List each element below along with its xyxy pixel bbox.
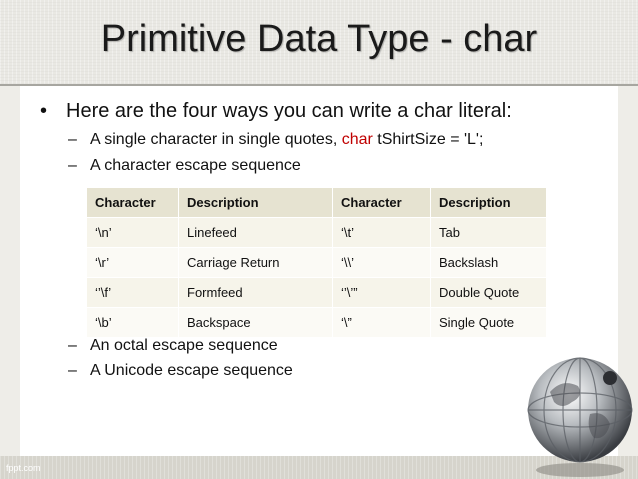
- table-cell: Double Quote: [431, 278, 547, 308]
- table-header: Description: [431, 188, 547, 218]
- table-cell: ‘\r’: [87, 248, 179, 278]
- table-cell: ‘’\’”: [333, 278, 431, 308]
- table-header: Description: [179, 188, 333, 218]
- dash-icon: –: [68, 131, 77, 148]
- sub-item-octal: [68, 337, 278, 355]
- sub-item-suffix: tShirtSize = 'L';: [372, 131, 484, 148]
- globe-icon: [520, 352, 638, 479]
- main-bullet: [40, 100, 512, 123]
- dash-icon: –: [68, 362, 77, 379]
- table-cell: ‘\”: [333, 308, 431, 338]
- table-cell: Linefeed: [179, 218, 333, 248]
- table-cell: Carriage Return: [179, 248, 333, 278]
- escape-sequence-table: [86, 187, 547, 338]
- table-cell: Backslash: [431, 248, 547, 278]
- table-cell: ‘\b’: [87, 308, 179, 338]
- sub-item-text: A Unicode escape sequence: [90, 362, 293, 379]
- left-margin: [0, 86, 20, 456]
- table-header-row: [87, 188, 547, 218]
- sub-item-single-quotes: [68, 131, 483, 149]
- table-row: [87, 218, 547, 248]
- table-cell: Tab: [431, 218, 547, 248]
- table-cell: Backspace: [179, 308, 333, 338]
- sub-item-unicode: [68, 362, 293, 380]
- table-row: [87, 308, 547, 338]
- table-row: [87, 278, 547, 308]
- table-cell: ‘\n’: [87, 218, 179, 248]
- dash-icon: –: [68, 337, 77, 354]
- table-cell: ‘\\’: [333, 248, 431, 278]
- table-row: [87, 248, 547, 278]
- main-bullet-text: Here are the four ways you can write a char literal:: [66, 100, 512, 122]
- sub-item-text: An octal escape sequence: [90, 337, 278, 354]
- slide-title: Primitive Data Type - char: [100, 18, 538, 60]
- fppt-watermark: fppt.com: [6, 463, 41, 473]
- table-cell: ‘\t’: [333, 218, 431, 248]
- table-cell: Formfeed: [179, 278, 333, 308]
- header-divider: [0, 84, 638, 86]
- sub-item-escape-sequence: [68, 157, 301, 175]
- table-cell: ‘’\f’: [87, 278, 179, 308]
- sub-item-text: A character escape sequence: [90, 157, 301, 174]
- dash-icon: –: [68, 157, 77, 174]
- bullet-dot: •: [40, 100, 48, 122]
- table-header: Character: [333, 188, 431, 218]
- table-cell: Single Quote: [431, 308, 547, 338]
- table-header: Character: [87, 188, 179, 218]
- char-keyword: char: [341, 131, 373, 148]
- sub-item-prefix: A single character in single quotes,: [90, 131, 342, 148]
